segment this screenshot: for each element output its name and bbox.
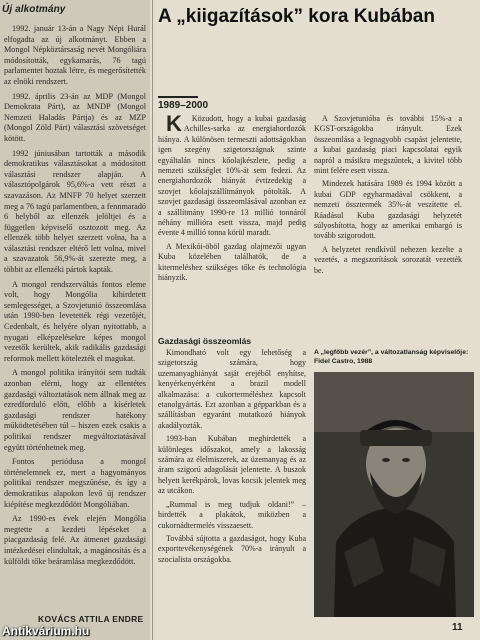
article-title: A „kiigazítások” kora Kubában [158, 6, 435, 27]
years-rule [158, 96, 198, 98]
article-paragraph: Kimondható volt egy lehetőség a szigetország számára, hogy uzemanyaghiányát saját erejéből enyhítse, kenyérkenyérként a brazil modell alkalmazása: a cukorterméléshez kapcsolt etanolgyártás. Ezt azonban a gépparkban és a szállításban egyaránt mutatkozó hiányok akadályozták. [158, 348, 306, 430]
article-paragraph: Továbbá sújtotta a gazdaságot, hogy Kuba exporttevékenységének 70%-a irányult a szocialista országokba. [158, 533, 306, 564]
sidebar-paragraph: 1992. április 23-án az MDP (Mongol Demokrata Párt), az MNDP (Mongol Nemzeti Haladás Pártja) és az MZP (Mongol Zöld Párt) választási szövetséget kötött. [4, 91, 146, 143]
castro-photo [314, 372, 474, 617]
sidebar-paragraph: 1992 júniusában tartották a második demokratikus választásokat a módosított választási rendszer alapján. A választópolgárok 95,6%-a vett részt a szavazáson. Az MNFP 70 helyet szerzett meg a 76 tagú parlamentben, a fennmaradó 6 helyből az ellenzék jelöltjei és a független képviselő osztozott meg. Az ellenzék több helyet szerzett volna, ha a választási rendszer eltérő lett volna, mivel a szavazatok 56,9%-át szerezte meg, a többit az ellenzéki pártok kapták. [4, 148, 146, 275]
article-column-1 [158, 114, 306, 336]
sidebar-text [4, 24, 146, 622]
sidebar-paragraph: Az 1990-es évek elején Mongólia megtette a kezdeti lépéseket a piacgazdaság felé. Az átmenet gazdasági intézkedései elindultak, a magánosítás és a külföldi tőke beáramlása megkezdődött. [4, 514, 146, 566]
watermark: Antikvárium.hu [2, 624, 90, 638]
article-paragraph: Mindezek hatására 1989 és 1994 között a kubai GDP egyharmadával csökkent, a nemzeti össztermék 35%-át veszítette el. Ráadásul Kuba gazdasági helyzetét súlyosbította, hogy az amerikai embargó is tovább szigorodott. [314, 179, 462, 241]
article-paragraph [158, 114, 306, 239]
article-paragraph: A helyzetet rendkívül nehezen kezelte a vezetés, a megszorítások sorozatát vezették be. [314, 244, 462, 275]
sidebar-paragraph: A mongol rendszerváltás fontos eleme volt, hogy Mongólia kihirdetett semlegességet, a Szovjetunió összeomlása után 1990-ben levetették régi vezetőjét, Cedenbalt, és helyére olyan nyitottabb, a nyugati elképzelésekre képes mongol vezetők kerültek, akik radikális gazdasági reformok mellett kötelezték el magukat. [4, 279, 146, 363]
article-paragraph: 1993-ban Kubában meghirdették a különleges időszakot, amely a lakosság számára az élelmiszerek, az üzemanyag és az áram szigorú adagolását jelentette. A buszok helyett kerékpárok, lovas kocsik jelentek meg az utcákon. [158, 434, 306, 496]
sidebar-paragraph: 1992. január 13-án a Nagy Népi Hurál elfogadta az új alkotmányt. Ebben a Mongol Népköztársaság nevét Mongóliára módosították, egykamarás, 76 tagú parlamentet hoztak létre, és megerősítették az elnöki rendszert. [4, 24, 146, 86]
sidebar-heading: Új alkotmány [2, 4, 66, 15]
article-column-1-lower [158, 348, 306, 630]
page-number: 11 [452, 622, 463, 633]
drop-cap: K [166, 114, 182, 136]
sidebar-author: KOVÁCS ATTILA ENDRE [38, 614, 144, 624]
article-years: 1989–2000 [158, 100, 209, 111]
article-paragraph: A Mexikói-öböl gazdag olajmezői ugyan Kuba közelében találhatók, de a kitermeléshez szükséges tőke és technológia hiányzik. [158, 241, 306, 283]
sidebar-column [0, 0, 150, 640]
column-divider [152, 0, 153, 640]
article-column-2 [314, 114, 462, 346]
portrait-illustration [314, 372, 474, 617]
section-heading: Gazdasági összeomlás [158, 336, 252, 346]
sidebar-paragraph: A mongol politika irányítói sem tudták azonban elérni, hogy az ellentétes gazdasági változtatások nem állnak meg az ezredforduló előtt, előbb a kísérletek gazdasági rendszer hatékony működtetésében túl – hiszen ezek csakis a politikai rendszer megváltoztatásával együtt történhetnek meg. [4, 368, 146, 452]
article-paragraph: A Szovjetunióba és további 15%-a a KGST-országokba irányult. Ezek összeomlása a legnagyobb csapást jelentette, a kubai gazdaság piaci kapcsolatai egyik napról a másikra megszűntek, a kivitel több mint felére esett vissza. [314, 114, 462, 176]
sidebar-paragraph: Fontos periódusa a mongol történelemnek ez, mert a hagyományos politikai rendszer megszűnése, és így a demokratikus alapokon levő új rendszer kiépítése megkezdődött Mongóliában. [4, 457, 146, 509]
article-paragraph-text: Közudott, hogy a kubai gazdaság Achilles-sarka az energiahordozók hiánya. A különösen termeszti adottságokban igen szegény szigetországnak szinte egyáltalán nincs kőolajkészlete, pedig a nemzeti szükséglet 10%-át sem fedezi. Az energiahordozók hiányát évtizedekig a szovjet kőolajszállítmányok pótolták. A szovjet gazdasági összeomlásával azonban ez a szállítmány 1990-re 13 millió tonnáról néhány millióra esett vissza, majd pedig évente 4 millió tonna körül maradt. [158, 114, 306, 238]
article-paragraph: „Rummal is meg tudjuk oldani!” – hirdették a plakátok, miközben a cukornádtermelés visszaesett. [158, 499, 306, 530]
photo-caption: A „legfőbb vezér”, a változatlanság képviselője: Fidel Castro, 1988 [314, 349, 469, 365]
